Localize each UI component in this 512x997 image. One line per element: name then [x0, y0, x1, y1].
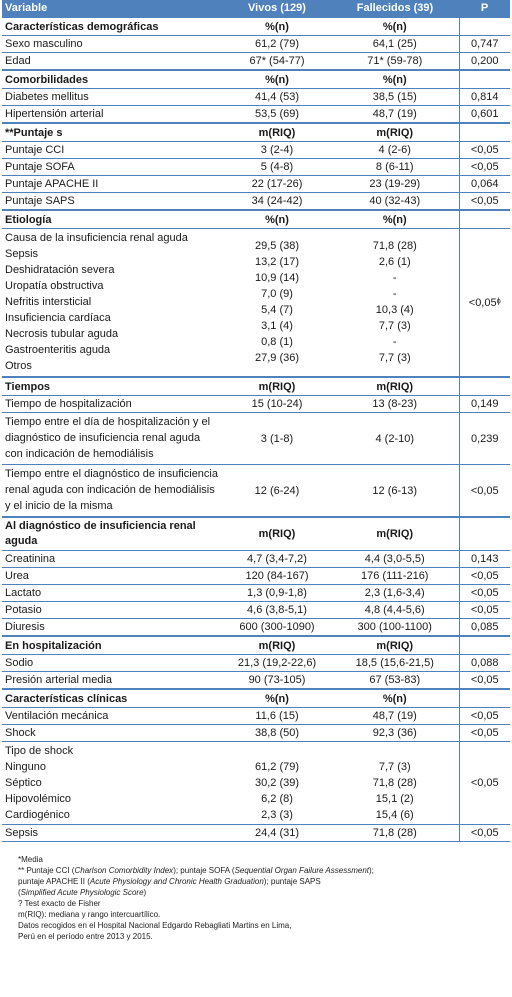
row-p: 0,088 — [459, 655, 510, 672]
section-title: Tiempos — [2, 377, 223, 396]
table-row — [2, 36, 510, 53]
footnote-text: ? Test exacto de Fisher — [18, 899, 101, 908]
etiologia-vivos-value: 5,4 (7) — [261, 304, 293, 316]
row-label: Presión arterial media — [2, 672, 223, 690]
table-row — [2, 672, 510, 690]
table-row — [2, 159, 510, 176]
etiologia-fallecidos-value: 10,3 (4) — [375, 304, 414, 316]
header-variable: Variable — [2, 0, 223, 17]
header-row — [2, 0, 510, 17]
footnote-text: m(RIQ): mediana y rango intercuartílico. — [18, 910, 161, 919]
row-p: <0,05 — [459, 708, 510, 725]
row-fallecidos: 48,7 (19) — [331, 106, 459, 124]
row-fallecidos: 4,4 (3,0-5,5) — [331, 551, 459, 568]
row-label: Sodio — [2, 655, 223, 672]
table-row — [2, 602, 510, 619]
row-vivos: 600 (300-1090) — [223, 619, 331, 637]
etiologia-vivos-value: 13,2 (17) — [254, 256, 300, 268]
row-fallecidos: 4 (2-6) — [331, 142, 459, 159]
footnote — [18, 931, 512, 942]
row-fallecidos: 8 (6-11) — [331, 159, 459, 176]
section-title: Al diagnóstico de insuficiencia renal aguda — [2, 517, 223, 551]
row-vivos: 15 (10-24) — [223, 396, 331, 413]
row-fallecidos: 64,1 (25) — [331, 36, 459, 53]
footnote-italic: Simplified Acute Physiologic Score — [20, 888, 144, 897]
row-vivos: 5 (4-8) — [223, 159, 331, 176]
footnote — [18, 909, 512, 920]
table-row — [2, 193, 510, 211]
row-vivos: 1,3 (0,9-1,8) — [223, 585, 331, 602]
shock-vivos-value — [226, 743, 328, 759]
row-p: 0,601 — [459, 106, 510, 124]
etiologia-label: Causa de la insuficiencia renal aguda — [5, 232, 188, 244]
row-fallecidos: 48,7 (19) — [331, 708, 459, 725]
row-p: <0,05 — [459, 602, 510, 619]
section-row — [2, 123, 510, 142]
shock-fallecidos-value: 7,7 (3) — [378, 761, 411, 773]
section-row — [2, 17, 510, 36]
row-p: 0,085 — [459, 619, 510, 637]
row-label: Tiempo de hospitalización — [2, 396, 223, 413]
row-p: <0,05 — [459, 193, 510, 211]
row-label: Sepsis — [2, 825, 223, 842]
section-row — [2, 517, 510, 551]
section-p-cell — [459, 210, 510, 229]
etiologia-fallecidos — [331, 229, 459, 378]
row-fallecidos: 23 (19-29) — [331, 176, 459, 193]
row-fallecidos: 92,3 (36) — [331, 725, 459, 742]
row-label: Edad — [2, 53, 223, 71]
shock-vivos — [223, 742, 331, 825]
row-p: <0,05 — [459, 568, 510, 585]
etiologia-p: <0,05ᶲ — [459, 229, 510, 378]
row-label: Diabetes mellitus — [2, 89, 223, 106]
row-vivos: 41,4 (53) — [223, 89, 331, 106]
footnote — [18, 920, 512, 931]
etiologia-fallecidos-value: - — [392, 288, 397, 300]
table-row — [2, 106, 510, 124]
footnote-italic: Acute Physiology and Chronic Health Graduation — [89, 877, 264, 886]
shock-labels — [2, 742, 223, 825]
row-p: <0,05 — [459, 465, 510, 518]
table-row — [2, 465, 510, 518]
section-unit-vivos: %(n) — [223, 210, 331, 229]
table-row — [2, 413, 510, 465]
section-unit-vivos: %(n) — [223, 70, 331, 89]
table-row — [2, 53, 510, 71]
etiologia-fallecidos-value: - — [392, 272, 397, 284]
section-title: **Puntaje s — [2, 123, 223, 142]
section-title: Características demográficas — [2, 17, 223, 36]
etiologia-label: Otros — [5, 360, 32, 372]
row-label: Puntaje APACHE II — [2, 176, 223, 193]
row-p: 0,747 — [459, 36, 510, 53]
etiologia-fallecidos-value: 71,8 (28) — [372, 240, 417, 252]
row-p: <0,05 — [459, 825, 510, 842]
row-p: <0,05 — [459, 159, 510, 176]
etiologia-label: Deshidratación severa — [5, 264, 115, 276]
row-fallecidos: 38,5 (15) — [331, 89, 459, 106]
footnote — [18, 854, 512, 865]
table-row — [2, 176, 510, 193]
etiologia-vivos-value: 3,1 (4) — [261, 320, 293, 332]
row-label: Puntaje SOFA — [2, 159, 223, 176]
table-footnotes — [18, 854, 512, 942]
section-unit-vivos: m(RIQ) — [223, 377, 331, 396]
shock-fallecidos-value — [334, 743, 456, 759]
table-row — [2, 655, 510, 672]
row-p: 0,239 — [459, 413, 510, 465]
row-label: Shock — [2, 725, 223, 742]
footnote — [18, 898, 512, 909]
row-vivos: 53,5 (69) — [223, 106, 331, 124]
section-p-cell — [459, 17, 510, 36]
etiologia-vivos-value: 0,8 (1) — [261, 336, 293, 348]
section-unit-fallecidos: m(RIQ) — [331, 123, 459, 142]
etiologia-vivos-value: 27,9 (36) — [254, 352, 300, 364]
table-row — [2, 619, 510, 637]
section-row — [2, 689, 510, 708]
footnote-text: ( — [18, 888, 21, 897]
table-row — [2, 708, 510, 725]
footnote-text: puntaje APACHE II ( — [18, 877, 90, 886]
etiologia-label: Gastroenteritis aguda — [5, 344, 111, 356]
footnote-italic: Charlson Comorbidity Index — [74, 866, 174, 875]
etiologia-fallecidos-value: 7,7 (3) — [378, 352, 411, 364]
section-p-cell — [459, 689, 510, 708]
row-label: Diuresis — [2, 619, 223, 637]
shock-fallecidos-value: 15,4 (6) — [375, 809, 414, 821]
section-p-cell — [459, 123, 510, 142]
section-unit-vivos: m(RIQ) — [223, 517, 331, 551]
table-row — [2, 551, 510, 568]
shock-vivos-value: 2,3 (3) — [261, 809, 293, 821]
table-row — [2, 568, 510, 585]
row-p: <0,05 — [459, 142, 510, 159]
footnote-text: *Media — [18, 855, 43, 864]
section-p-cell — [459, 517, 510, 551]
row-label: Urea — [2, 568, 223, 585]
footnote-text: ); puntaje SAPS — [263, 877, 321, 886]
row-label: Tiempo entre el diagnóstico de insuficiencia renal aguda con indicación de hemodiálisis y el inicio de la misma — [2, 465, 223, 518]
etiologia-label: Sepsis — [5, 248, 39, 260]
row-fallecidos: 13 (8-23) — [331, 396, 459, 413]
section-unit-fallecidos: m(RIQ) — [331, 517, 459, 551]
row-p: <0,05 — [459, 585, 510, 602]
shock-fallecidos — [331, 742, 459, 825]
table-row — [2, 825, 510, 842]
header-fallecidos: Fallecidos (39) — [331, 0, 459, 17]
footnote-text: Perú en el período entre 2013 y 2015. — [18, 932, 153, 941]
table-row-shock-type — [2, 742, 510, 825]
section-p-cell — [459, 377, 510, 396]
row-p: 0,200 — [459, 53, 510, 71]
shock-fallecidos-value: 15,1 (2) — [375, 793, 414, 805]
row-fallecidos: 71,8 (28) — [331, 825, 459, 842]
row-fallecidos: 71* (59-78) — [331, 53, 459, 71]
table-row — [2, 142, 510, 159]
shock-label: Tipo de shock — [5, 745, 74, 757]
footnote — [18, 865, 512, 876]
etiologia-labels — [2, 229, 223, 378]
row-vivos: 38,8 (50) — [223, 725, 331, 742]
shock-fallecidos-value: 71,8 (28) — [372, 777, 417, 789]
row-p: <0,05 — [459, 672, 510, 690]
row-vivos: 3 (2-4) — [223, 142, 331, 159]
section-title: Características clínicas — [2, 689, 223, 708]
row-fallecidos: 40 (32-43) — [331, 193, 459, 211]
row-label: Hipertensión arterial — [2, 106, 223, 124]
row-fallecidos: 176 (111-216) — [331, 568, 459, 585]
row-label: Puntaje CCI — [2, 142, 223, 159]
etiologia-label: Necrosis tubular aguda — [5, 328, 119, 340]
section-title: En hospitalización — [2, 636, 223, 655]
section-unit-fallecidos: %(n) — [331, 17, 459, 36]
section-unit-vivos: %(n) — [223, 689, 331, 708]
row-vivos: 4,7 (3,4-7,2) — [223, 551, 331, 568]
footnote-text: ** Puntaje CCI ( — [18, 866, 75, 875]
section-unit-fallecidos: %(n) — [331, 689, 459, 708]
table-row — [2, 89, 510, 106]
row-vivos: 12 (6-24) — [223, 465, 331, 518]
footnote-text: ); puntaje SOFA ( — [173, 866, 235, 875]
etiologia-label: Uropatía obstructiva — [5, 280, 104, 292]
footnote — [18, 876, 512, 887]
row-p: <0,05 — [459, 725, 510, 742]
row-label: Ventilación mecánica — [2, 708, 223, 725]
section-unit-vivos: m(RIQ) — [223, 636, 331, 655]
shock-label: Séptico — [5, 777, 42, 789]
row-fallecidos: 4,8 (4,4-5,6) — [331, 602, 459, 619]
etiologia-label: Insuficiencia cardíaca — [5, 312, 111, 324]
row-vivos: 90 (73-105) — [223, 672, 331, 690]
row-p: 0,064 — [459, 176, 510, 193]
table-row — [2, 725, 510, 742]
row-label: Puntaje SAPS — [2, 193, 223, 211]
table-row-etiologia — [2, 229, 510, 378]
shock-label: Ninguno — [5, 761, 46, 773]
section-p-cell — [459, 70, 510, 89]
section-unit-fallecidos: m(RIQ) — [331, 636, 459, 655]
footnote-text: ); — [369, 866, 374, 875]
table-row — [2, 585, 510, 602]
row-fallecidos: 12 (6-13) — [331, 465, 459, 518]
row-fallecidos: 18,5 (15,6-21,5) — [331, 655, 459, 672]
section-row — [2, 70, 510, 89]
footnote-italic: Sequential Organ Failure Assessment — [234, 866, 369, 875]
section-title: Etiología — [2, 210, 223, 229]
section-unit-fallecidos: m(RIQ) — [331, 377, 459, 396]
section-title: Comorbilidades — [2, 70, 223, 89]
row-vivos: 120 (84-167) — [223, 568, 331, 585]
row-p: 0,143 — [459, 551, 510, 568]
section-unit-vivos: %(n) — [223, 17, 331, 36]
etiologia-label: Nefritis intersticial — [5, 296, 92, 308]
row-vivos: 4,6 (3,8-5,1) — [223, 602, 331, 619]
row-vivos: 21,3 (19,2-22,6) — [223, 655, 331, 672]
row-vivos: 3 (1-8) — [223, 413, 331, 465]
header-p: P — [459, 0, 510, 17]
row-fallecidos: 67 (53-83) — [331, 672, 459, 690]
row-label: Creatinina — [2, 551, 223, 568]
shock-vivos-value: 6,2 (8) — [261, 793, 293, 805]
footnote — [18, 887, 512, 898]
row-fallecidos: 4 (2-10) — [331, 413, 459, 465]
etiologia-vivos-value: 7,0 (9) — [261, 288, 293, 300]
row-vivos: 11,6 (15) — [223, 708, 331, 725]
row-fallecidos: 300 (100-1100) — [331, 619, 459, 637]
etiologia-vivos-value: 10,9 (14) — [254, 272, 300, 284]
etiologia-fallecidos-value: 2,6 (1) — [378, 256, 411, 268]
shock-label: Cardiogénico — [5, 809, 70, 821]
shock-p: <0,05 — [459, 742, 510, 825]
etiologia-vivos-value: 29,5 (38) — [254, 240, 300, 252]
section-row — [2, 377, 510, 396]
row-label: Tiempo entre el día de hospitalización y el diagnóstico de insuficiencia renal aguda con indicación de hemodiálisis — [2, 413, 223, 465]
shock-vivos-value: 61,2 (79) — [254, 761, 300, 773]
footnote-text: Datos recogidos en el Hospital Nacional Edgardo Rebagliati Martins en Lima, — [18, 921, 292, 930]
row-vivos: 34 (24-42) — [223, 193, 331, 211]
etiologia-fallecidos-value: - — [392, 336, 397, 348]
section-p-cell — [459, 636, 510, 655]
results-table — [2, 0, 510, 842]
row-fallecidos: 2,3 (1,6-3,4) — [331, 585, 459, 602]
row-p: 0,814 — [459, 89, 510, 106]
section-row — [2, 636, 510, 655]
section-unit-fallecidos: %(n) — [331, 70, 459, 89]
row-p: 0,149 — [459, 396, 510, 413]
row-label: Potasio — [2, 602, 223, 619]
row-vivos: 67* (54-77) — [223, 53, 331, 71]
footnote-text: ) — [143, 888, 147, 897]
header-vivos: Vivos (129) — [223, 0, 331, 17]
section-unit-vivos: m(RIQ) — [223, 123, 331, 142]
row-label: Lactato — [2, 585, 223, 602]
etiologia-fallecidos-value: 7,7 (3) — [378, 320, 411, 332]
row-vivos: 22 (17-26) — [223, 176, 331, 193]
table-row — [2, 396, 510, 413]
row-vivos: 61,2 (79) — [223, 36, 331, 53]
section-row — [2, 210, 510, 229]
section-unit-fallecidos: %(n) — [331, 210, 459, 229]
row-vivos: 24,4 (31) — [223, 825, 331, 842]
shock-vivos-value: 30,2 (39) — [254, 777, 300, 789]
shock-label: Hipovolémico — [5, 793, 72, 805]
row-label: Sexo masculino — [2, 36, 223, 53]
etiologia-vivos — [223, 229, 331, 378]
